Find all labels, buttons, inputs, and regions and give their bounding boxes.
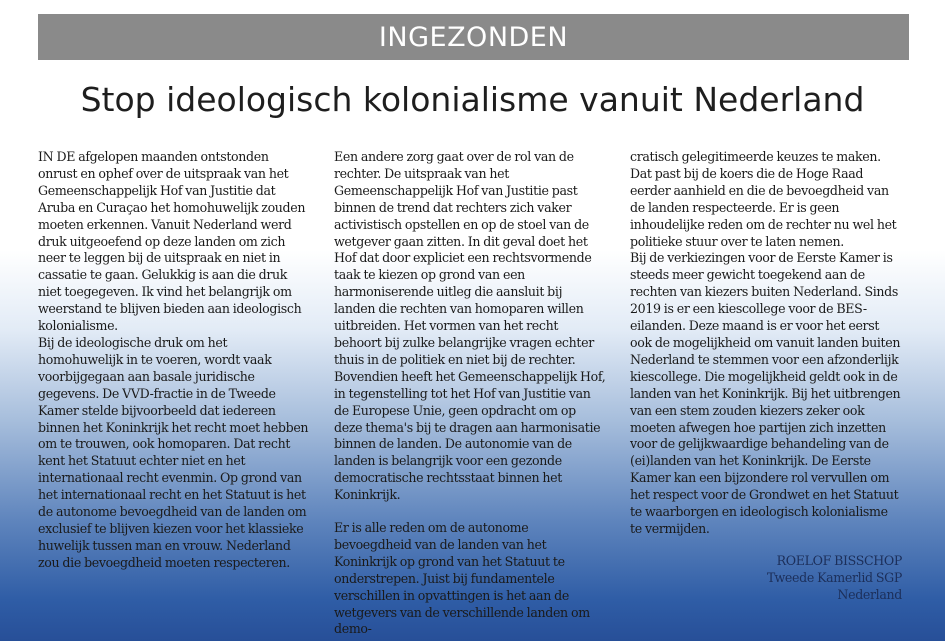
section-label: INGEZONDEN — [378, 21, 569, 53]
paragraph: Bij de ideologische druk om het homohuwelijk in te voeren, wordt vaak voorbijgegaan aan basale juridische gegevens. De VVD-fractie in de Tweede Kamer stelde bijvoorbeeld dat iedereen binnen het Koninkrijk het recht moet hebben om te trouwen, ook homoparen. Dat recht kent het Statuut echter niet en het internationaal recht evenmin. Op grond van het internationaal recht en het Statuut is het de autonome bevoegdheid van de landen om exclusief te blijven kiezen voor het klassieke huwelijk tussen man en vrouw. Nederland zou die bevoegdheid moeten respecteren. — [38, 334, 309, 570]
author-name: ROELOF BISSCHOP — [776, 552, 902, 568]
paragraph: Een andere zorg gaat over de rol van de rechter. De uitspraak van het Gemeenschappelijk Hof van Justitie past binnen de trend dat rechters zich vaker activistisch opstellen en op de stoel van de wetgever gaan zitten. In dit geval doet het Hof dat door expliciet een rechtsvormende taak te kiezen op grond van een harmoniserende uitleg die aansluit bij landen die rechten van homoparen willen uitbreiden. Het vormen van het recht behoort bij zulke belangrijke vragen echter thuis in de politiek en niet bij de rechter. Bovendien heeft het Gemeenschappelijk Hof, in tegenstelling tot het Hof van Justitie van de Europese Unie, geen opdracht om op deze thema's bij te dragen aan harmonisatie binnen de landen. De autonomie van de landen is belangrijk voor een gezonde democratische rechtsstaat binnen het Koninkrijk. — [334, 149, 606, 503]
paragraph: Er is alle reden om de autonome bevoegdheid van de landen van het Koninkrijk op grond van het Statuut te onderstrepen. Juist bij fundamentele verschillen in opvattingen is het aan de wetgevers van de verschillende landen om demo- — [334, 520, 590, 637]
section-banner — [38, 14, 909, 60]
article-column-1 — [38, 149, 310, 572]
paragraph: Bij de verkiezingen voor de Eerste Kamer is steeds meer gewicht toegekend aan de rechten van kiezers buiten Nederland. Sinds 2019 is er een kiescollege voor de BES-eilanden. Deze maand is er voor het eerst ook de mogelijkheid om vanuit landen buiten Nederland te stemmen voor een afzonderlijk kiescollege. Die mogelijkheid geldt ook in de landen van het Koninkrijk. Bij het uitbrengen van een stem zouden kiezers zeker ook moeten afwegen hoe partijen zich inzetten voor de gelijkwaardige behandeling van de (ei)landen van het Koninkrijk. De Eerste Kamer kan een bijzondere rol vervullen om het respect voor de Grondwet en het Statuut te waarborgen en ideologisch kolonialisme te vermijden. — [630, 250, 901, 536]
article-column-2 — [334, 149, 606, 638]
paragraph: cratisch gelegitimeerde keuzes te maken. Dat past bij de koers die de Hoge Raad eerder aanhield en die de bevoegdheid van de landen respecteerde. Er is geen inhoudelijke reden om de rechter nu wel het politieke stuur over te laten nemen. — [630, 149, 897, 249]
paragraph: IN DE afgelopen maanden ontstonden onrust en ophef over de uitspraak van het Gemeenschappelijk Hof van Justitie dat Aruba en Curaçao het homohuwelijk zouden moeten erkennen. Vanuit Nederland werd druk uitgeoefend op deze landen om zich neer te leggen bij de uitspraak en niet in cassatie te gaan. Gelukkig is aan die druk niet toegegeven. Ik vind het belangrijk om weerstand te blijven bieden aan ideologisch kolonialisme. — [38, 149, 306, 334]
author-role: Tweede Kamerlid SGP — [766, 569, 902, 585]
author-location: Nederland — [837, 586, 902, 602]
article-headline: Stop ideologisch kolonialisme vanuit Nederland — [80, 80, 865, 119]
author-signature — [630, 552, 902, 603]
article-column-3 — [630, 149, 902, 603]
